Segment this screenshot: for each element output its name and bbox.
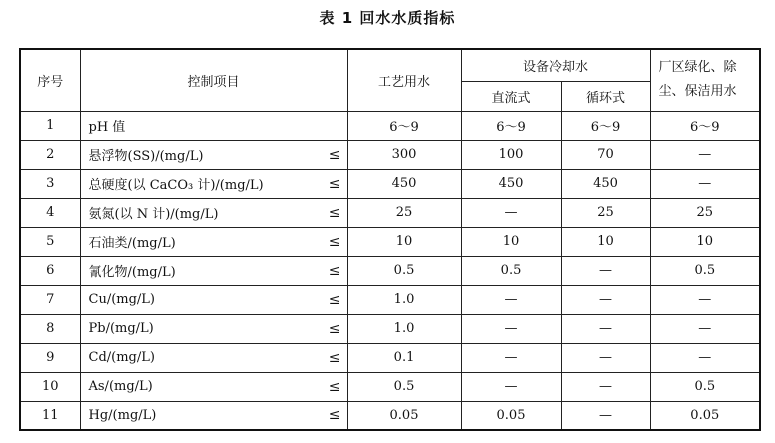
cell-operator: ≤	[305, 227, 347, 256]
cell-operator: ≤	[305, 372, 347, 401]
cell-direct: 6～9	[461, 111, 561, 140]
cell-process-water: 1.0	[347, 285, 461, 314]
cell-seq: 2	[20, 140, 80, 169]
cell-direct: —	[461, 372, 561, 401]
cell-process-water: 0.1	[347, 343, 461, 372]
cell-seq: 7	[20, 285, 80, 314]
cell-item: Hg/(mg/L)	[80, 401, 305, 430]
header-cooling-water: 设备冷却水	[461, 49, 650, 81]
cell-circulating: 450	[561, 169, 650, 198]
cell-operator: ≤	[305, 343, 347, 372]
cell-process-water: 300	[347, 140, 461, 169]
cell-operator	[305, 111, 347, 140]
cell-direct: 10	[461, 227, 561, 256]
header-direct: 直流式	[461, 81, 561, 111]
cell-seq: 9	[20, 343, 80, 372]
cell-process-water: 0.5	[347, 372, 461, 401]
cell-operator: ≤	[305, 314, 347, 343]
cell-process-water: 10	[347, 227, 461, 256]
cell-green-water: —	[650, 314, 760, 343]
water-quality-table	[19, 48, 761, 431]
cell-process-water: 0.5	[347, 256, 461, 285]
table-row	[20, 198, 760, 227]
cell-direct: —	[461, 343, 561, 372]
cell-green-water: 25	[650, 198, 760, 227]
cell-item: 总硬度(以 CaCO₃ 计)/(mg/L)	[80, 169, 305, 198]
cell-green-water: —	[650, 285, 760, 314]
cell-green-water: —	[650, 343, 760, 372]
cell-circulating: 25	[561, 198, 650, 227]
cell-operator: ≤	[305, 169, 347, 198]
cell-seq: 4	[20, 198, 80, 227]
cell-item: 氰化物/(mg/L)	[80, 256, 305, 285]
cell-direct: 0.05	[461, 401, 561, 430]
cell-operator: ≤	[305, 285, 347, 314]
cell-green-water: —	[650, 169, 760, 198]
cell-seq: 5	[20, 227, 80, 256]
cell-green-water: 0.05	[650, 401, 760, 430]
cell-green-water: 10	[650, 227, 760, 256]
cell-circulating: —	[561, 314, 650, 343]
cell-operator: ≤	[305, 140, 347, 169]
table-row	[20, 227, 760, 256]
table-row	[20, 140, 760, 169]
table-row	[20, 111, 760, 140]
header-circulating: 循环式	[561, 81, 650, 111]
header-seq: 序号	[20, 49, 80, 111]
table-row	[20, 285, 760, 314]
header-green-water: 厂区绿化、除尘、保洁用水	[650, 49, 760, 111]
cell-operator: ≤	[305, 256, 347, 285]
cell-direct: —	[461, 285, 561, 314]
cell-seq: 6	[20, 256, 80, 285]
cell-circulating: 6～9	[561, 111, 650, 140]
cell-direct: 0.5	[461, 256, 561, 285]
cell-green-water: 0.5	[650, 256, 760, 285]
cell-circulating: —	[561, 256, 650, 285]
cell-item: 悬浮物(SS)/(mg/L)	[80, 140, 305, 169]
cell-item: Pb/(mg/L)	[80, 314, 305, 343]
cell-seq: 3	[20, 169, 80, 198]
cell-green-water: 0.5	[650, 372, 760, 401]
cell-item: Cd/(mg/L)	[80, 343, 305, 372]
cell-process-water: 6～9	[347, 111, 461, 140]
header-row-top	[20, 49, 760, 81]
table-row	[20, 372, 760, 401]
header-item: 控制项目	[80, 49, 347, 111]
table-body	[20, 111, 760, 430]
cell-item: Cu/(mg/L)	[80, 285, 305, 314]
cell-seq: 8	[20, 314, 80, 343]
cell-seq: 10	[20, 372, 80, 401]
table-row	[20, 256, 760, 285]
cell-circulating: 10	[561, 227, 650, 256]
cell-process-water: 0.05	[347, 401, 461, 430]
cell-item: 氨氮(以 N 计)/(mg/L)	[80, 198, 305, 227]
cell-operator: ≤	[305, 198, 347, 227]
table-title: 表 1 回水水质指标	[319, 9, 456, 27]
cell-item: pH 值	[80, 111, 305, 140]
cell-circulating: —	[561, 343, 650, 372]
cell-direct: —	[461, 198, 561, 227]
cell-green-water: 6～9	[650, 111, 760, 140]
cell-circulating: —	[561, 372, 650, 401]
cell-green-water: —	[650, 140, 760, 169]
cell-item: As/(mg/L)	[80, 372, 305, 401]
cell-direct: —	[461, 314, 561, 343]
cell-seq: 11	[20, 401, 80, 430]
cell-item: 石油类/(mg/L)	[80, 227, 305, 256]
cell-circulating: —	[561, 401, 650, 430]
table-row	[20, 343, 760, 372]
cell-circulating: —	[561, 285, 650, 314]
table-row	[20, 314, 760, 343]
cell-process-water: 450	[347, 169, 461, 198]
cell-process-water: 1.0	[347, 314, 461, 343]
header-process-water: 工艺用水	[347, 49, 461, 111]
cell-direct: 100	[461, 140, 561, 169]
table-row	[20, 169, 760, 198]
cell-circulating: 70	[561, 140, 650, 169]
cell-direct: 450	[461, 169, 561, 198]
table-row	[20, 401, 760, 430]
cell-operator: ≤	[305, 401, 347, 430]
cell-process-water: 25	[347, 198, 461, 227]
cell-seq: 1	[20, 111, 80, 140]
